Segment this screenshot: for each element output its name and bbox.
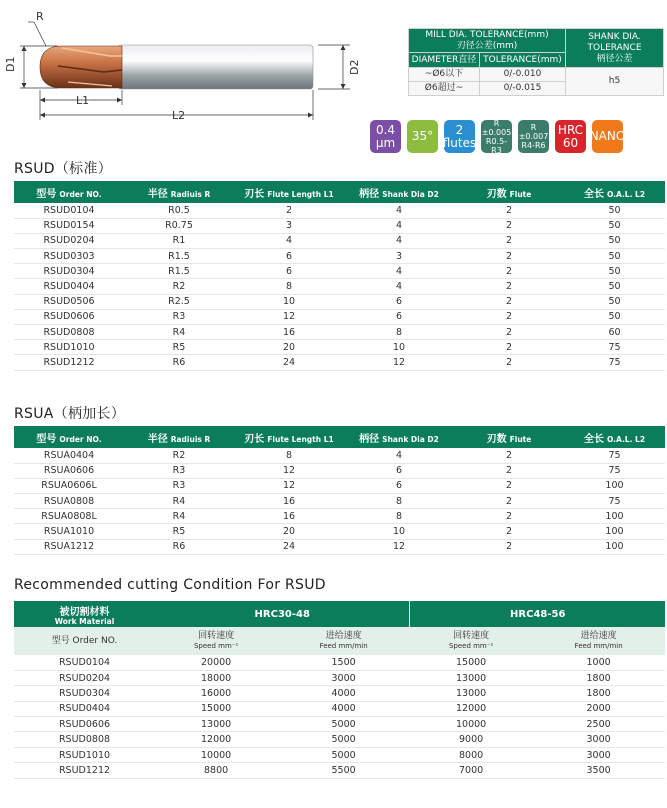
speed-header-2: 回转速度 Speed mm⁻¹ <box>410 627 532 655</box>
rsud-table <box>14 181 665 371</box>
table-cell: RSUD0606 <box>14 717 155 732</box>
table-cell: RSUA0808 <box>14 494 124 509</box>
table-cell: 12 <box>234 309 344 324</box>
table-cell: 50 <box>564 233 665 248</box>
tolerance-r-small-icon: R ±0.005 R0.5-R3 <box>481 118 512 155</box>
table-cell: 50 <box>564 218 665 233</box>
table-cell: 4 <box>344 203 454 218</box>
table-cell: R0.75 <box>124 218 234 233</box>
table-cell: R4 <box>124 325 234 340</box>
table-cell: 2 <box>454 264 564 279</box>
table-cell: R6 <box>124 539 234 554</box>
table-cell: 5000 <box>277 732 410 747</box>
diameter-label: DIAMETER直径 <box>409 53 480 68</box>
table-cell: 5000 <box>277 717 410 732</box>
table-cell: 2 <box>454 463 564 478</box>
table-cell: 2500 <box>532 717 665 732</box>
table-cell: 8000 <box>410 747 532 762</box>
table-cell: 2 <box>454 478 564 493</box>
rsua-col-header: 柄径 Shank Dia D2 <box>344 426 454 448</box>
table-cell: RSUA0808L <box>14 509 124 524</box>
rsua-col-header: 型号 Order NO. <box>14 426 124 448</box>
table-cell: 4000 <box>277 686 410 701</box>
shank-tolerance-value: h5 <box>566 68 664 96</box>
table-cell: 100 <box>564 539 665 554</box>
table-row <box>14 686 665 701</box>
table-cell: 2 <box>454 203 564 218</box>
table-cell: 2 <box>454 218 564 233</box>
table-cell: 4000 <box>277 701 410 716</box>
table-cell: R3 <box>124 309 234 324</box>
table-cell: 20 <box>234 340 344 355</box>
rsua-col-header: 全长 O.A.L. L2 <box>564 426 665 448</box>
cutting-title: Recommended cutting Condition For RSUD <box>14 577 326 593</box>
table-cell: 5500 <box>277 763 410 778</box>
table-cell: R4 <box>124 494 234 509</box>
table-cell: 50 <box>564 249 665 264</box>
tolerance-table <box>408 28 664 96</box>
feature-icons <box>370 118 626 155</box>
hrc-group-1: HRC30-48 <box>155 601 410 627</box>
table-cell: 24 <box>234 355 344 370</box>
label-l1: L1 <box>76 94 90 107</box>
table-cell: R2 <box>124 279 234 294</box>
table-cell: 4 <box>344 218 454 233</box>
table-cell: RSUD0606 <box>14 309 124 324</box>
table-cell: 16000 <box>155 686 277 701</box>
table-cell: 9000 <box>410 732 532 747</box>
table-row <box>14 524 665 539</box>
tolerance-row-1: 0/-0.010 <box>479 68 565 82</box>
table-row <box>14 763 665 778</box>
table-cell: 1800 <box>532 686 665 701</box>
table-cell: RSUD0204 <box>14 233 124 248</box>
table-cell: 8 <box>344 325 454 340</box>
table-cell: RSUD0154 <box>14 218 124 233</box>
table-cell: 2 <box>454 509 564 524</box>
table-cell: 2 <box>454 249 564 264</box>
rsud-col-header: 型号 Order NO. <box>14 181 124 203</box>
helix-angle-icon: 35° <box>407 120 438 153</box>
table-cell: 4 <box>344 279 454 294</box>
rsud-col-header: 刃长 Flute Length L1 <box>234 181 344 203</box>
table-cell: RSUD0304 <box>14 686 155 701</box>
table-cell: 10 <box>234 294 344 309</box>
table-cell: 2 <box>454 448 564 463</box>
table-row <box>14 340 665 355</box>
table-cell: RSUD0404 <box>14 701 155 716</box>
label-r: R <box>36 10 44 23</box>
table-row <box>14 670 665 685</box>
table-cell: 24 <box>234 539 344 554</box>
table-row <box>14 355 665 370</box>
table-cell: 12 <box>344 539 454 554</box>
flutes-icon: 2 flutes <box>444 120 475 153</box>
table-cell: 3000 <box>532 747 665 762</box>
table-row <box>14 478 665 493</box>
table-cell: 16 <box>234 509 344 524</box>
mill-tolerance-header-cn: 刃径公差(mm) <box>456 40 518 51</box>
table-cell: 18000 <box>155 670 277 685</box>
table-cell: 5000 <box>277 747 410 762</box>
table-row <box>14 249 665 264</box>
table-row <box>14 539 665 554</box>
hrc-icon: HRC 60 <box>555 120 586 153</box>
end-mill-drawing <box>0 0 400 125</box>
table-cell: 10 <box>344 340 454 355</box>
table-cell: 8800 <box>155 763 277 778</box>
table-row <box>14 463 665 478</box>
table-row <box>14 309 665 324</box>
table-cell: 50 <box>564 264 665 279</box>
tolerance-r-large-icon: R ±0.007 R4-R6 <box>518 120 549 153</box>
diameter-row-2: Ø6超过~ <box>409 82 480 96</box>
table-cell: 3500 <box>532 763 665 778</box>
table-cell: RSUD1212 <box>14 355 124 370</box>
table-cell: 2 <box>454 524 564 539</box>
table-cell: RSUD0404 <box>14 279 124 294</box>
table-cell: 6 <box>234 249 344 264</box>
table-cell: R0.5 <box>124 203 234 218</box>
rsud-title: RSUD（标准） <box>14 161 113 177</box>
table-cell: R2.5 <box>124 294 234 309</box>
table-row <box>14 747 665 762</box>
table-cell: 4 <box>234 233 344 248</box>
table-row <box>14 264 665 279</box>
table-cell: 2 <box>454 233 564 248</box>
table-cell: RSUD0204 <box>14 670 155 685</box>
cutting-condition-table <box>14 601 665 779</box>
table-cell: 60 <box>564 325 665 340</box>
table-cell: 12 <box>234 463 344 478</box>
table-cell: 10 <box>344 524 454 539</box>
feed-header-1: 进给速度 Feed mm/min <box>277 627 410 655</box>
table-cell: 6 <box>344 463 454 478</box>
table-cell: 100 <box>564 509 665 524</box>
table-cell: 16 <box>234 325 344 340</box>
speed-header-1: 回转速度 Speed mm⁻¹ <box>155 627 277 655</box>
table-cell: 13000 <box>155 717 277 732</box>
table-cell: R5 <box>124 524 234 539</box>
table-cell: 13000 <box>410 670 532 685</box>
table-cell: RSUD1212 <box>14 763 155 778</box>
table-cell: 2000 <box>532 701 665 716</box>
table-cell: 100 <box>564 478 665 493</box>
table-row <box>14 279 665 294</box>
table-cell: 2 <box>454 494 564 509</box>
roughness-icon: 0.4 μm <box>370 120 401 153</box>
table-cell: 12 <box>234 478 344 493</box>
table-cell: 75 <box>564 463 665 478</box>
table-row <box>14 294 665 309</box>
table-cell: 75 <box>564 355 665 370</box>
table-cell: 75 <box>564 448 665 463</box>
table-row <box>14 494 665 509</box>
rsua-title: RSUA（柄加长） <box>14 406 126 422</box>
feed-header-2: 进给速度 Feed mm/min <box>532 627 665 655</box>
table-cell: 6 <box>344 294 454 309</box>
table-cell: 6 <box>344 309 454 324</box>
label-d2: D2 <box>348 59 361 75</box>
table-cell: 12000 <box>410 701 532 716</box>
table-row <box>14 655 665 670</box>
table-cell: 3000 <box>532 732 665 747</box>
table-row <box>14 701 665 716</box>
table-cell: RSUA0606L <box>14 478 124 493</box>
table-row <box>14 509 665 524</box>
table-row <box>14 325 665 340</box>
flute-body <box>40 46 122 88</box>
table-cell: 2 <box>454 294 564 309</box>
table-row <box>14 732 665 747</box>
table-cell: 1500 <box>277 655 410 670</box>
table-cell: 20000 <box>155 655 277 670</box>
table-cell: 3000 <box>277 670 410 685</box>
table-row <box>14 218 665 233</box>
table-cell: R2 <box>124 448 234 463</box>
table-cell: 15000 <box>155 701 277 716</box>
table-cell: 50 <box>564 203 665 218</box>
table-cell: 2 <box>454 340 564 355</box>
table-cell: R3 <box>124 463 234 478</box>
hrc-group-2: HRC48-56 <box>410 601 665 627</box>
table-cell: RSUA1212 <box>14 539 124 554</box>
tolerance-row-2: 0/-0.015 <box>479 82 565 96</box>
table-cell: 75 <box>564 494 665 509</box>
table-cell: 3 <box>344 249 454 264</box>
table-cell: 50 <box>564 294 665 309</box>
table-row <box>14 203 665 218</box>
table-cell: RSUD0104 <box>14 203 124 218</box>
table-cell: 10000 <box>410 717 532 732</box>
tolerance-label: TOLERANCE(mm) <box>479 53 565 68</box>
table-cell: 16 <box>234 494 344 509</box>
table-cell: 4 <box>344 233 454 248</box>
table-cell: RSUD0104 <box>14 655 155 670</box>
label-l2: L2 <box>172 109 186 122</box>
shank-tolerance-header: SHANK DIA. TOLERANCE <box>587 31 642 53</box>
rsua-col-header: 刃数 Flute <box>454 426 564 448</box>
table-cell: 2 <box>454 325 564 340</box>
table-cell: 2 <box>454 309 564 324</box>
table-cell: 2 <box>454 279 564 294</box>
table-cell: 100 <box>564 524 665 539</box>
table-cell: 8 <box>234 448 344 463</box>
table-cell: 8 <box>234 279 344 294</box>
table-cell: R3 <box>124 478 234 493</box>
table-cell: 8 <box>344 494 454 509</box>
table-cell: RSUA0404 <box>14 448 124 463</box>
rsud-col-header: 半径 Radiuis R <box>124 181 234 203</box>
table-cell: R1.5 <box>124 249 234 264</box>
rsua-table <box>14 426 665 555</box>
table-row <box>14 233 665 248</box>
table-cell: R4 <box>124 509 234 524</box>
table-cell: 50 <box>564 279 665 294</box>
table-cell: 4 <box>344 448 454 463</box>
label-d1: D1 <box>4 56 17 72</box>
table-cell: 2 <box>454 539 564 554</box>
rsua-col-header: 半径 Radiuis R <box>124 426 234 448</box>
table-cell: 15000 <box>410 655 532 670</box>
table-cell: RSUD0304 <box>14 264 124 279</box>
rsua-col-header: 刃长 Flute Length L1 <box>234 426 344 448</box>
table-cell: 75 <box>564 340 665 355</box>
table-cell: 13000 <box>410 686 532 701</box>
table-cell: RSUD0808 <box>14 732 155 747</box>
table-cell: RSUA1010 <box>14 524 124 539</box>
table-cell: RSUA0606 <box>14 463 124 478</box>
table-cell: 2 <box>234 203 344 218</box>
table-cell: 3 <box>234 218 344 233</box>
table-cell: 20 <box>234 524 344 539</box>
table-cell: RSUD1010 <box>14 747 155 762</box>
diameter-row-1: ~Ø6以下 <box>409 68 480 82</box>
table-cell: 10000 <box>155 747 277 762</box>
table-cell: RSUD0303 <box>14 249 124 264</box>
table-cell: 1000 <box>532 655 665 670</box>
table-cell: 8 <box>344 509 454 524</box>
table-cell: 12000 <box>155 732 277 747</box>
table-cell: 4 <box>344 264 454 279</box>
table-cell: RSUD1010 <box>14 340 124 355</box>
table-cell: R1.5 <box>124 264 234 279</box>
table-cell: 12 <box>344 355 454 370</box>
table-cell: 50 <box>564 309 665 324</box>
rsud-col-header: 刃数 Flute <box>454 181 564 203</box>
order-no-header: 型号 Order NO. <box>14 627 155 655</box>
table-cell: R6 <box>124 355 234 370</box>
table-cell: R5 <box>124 340 234 355</box>
rsud-col-header: 全长 O.A.L. L2 <box>564 181 665 203</box>
rsud-col-header: 柄径 Shank Dia D2 <box>344 181 454 203</box>
table-cell: 1800 <box>532 670 665 685</box>
shank-tolerance-header-cn: 柄径公差 <box>596 53 633 64</box>
work-material-header: 被切割材料 Work Material <box>14 601 155 627</box>
mill-tolerance-header: MILL DIA. TOLERANCE(mm) <box>425 29 549 40</box>
table-cell: 2 <box>454 355 564 370</box>
table-row <box>14 448 665 463</box>
table-cell: 7000 <box>410 763 532 778</box>
shank-body <box>118 45 313 89</box>
table-cell: R1 <box>124 233 234 248</box>
table-row <box>14 717 665 732</box>
nano-coating-icon: NANO <box>592 120 623 153</box>
table-cell: 6 <box>234 264 344 279</box>
table-cell: RSUD0808 <box>14 325 124 340</box>
table-cell: 6 <box>344 478 454 493</box>
table-cell: RSUD0506 <box>14 294 124 309</box>
